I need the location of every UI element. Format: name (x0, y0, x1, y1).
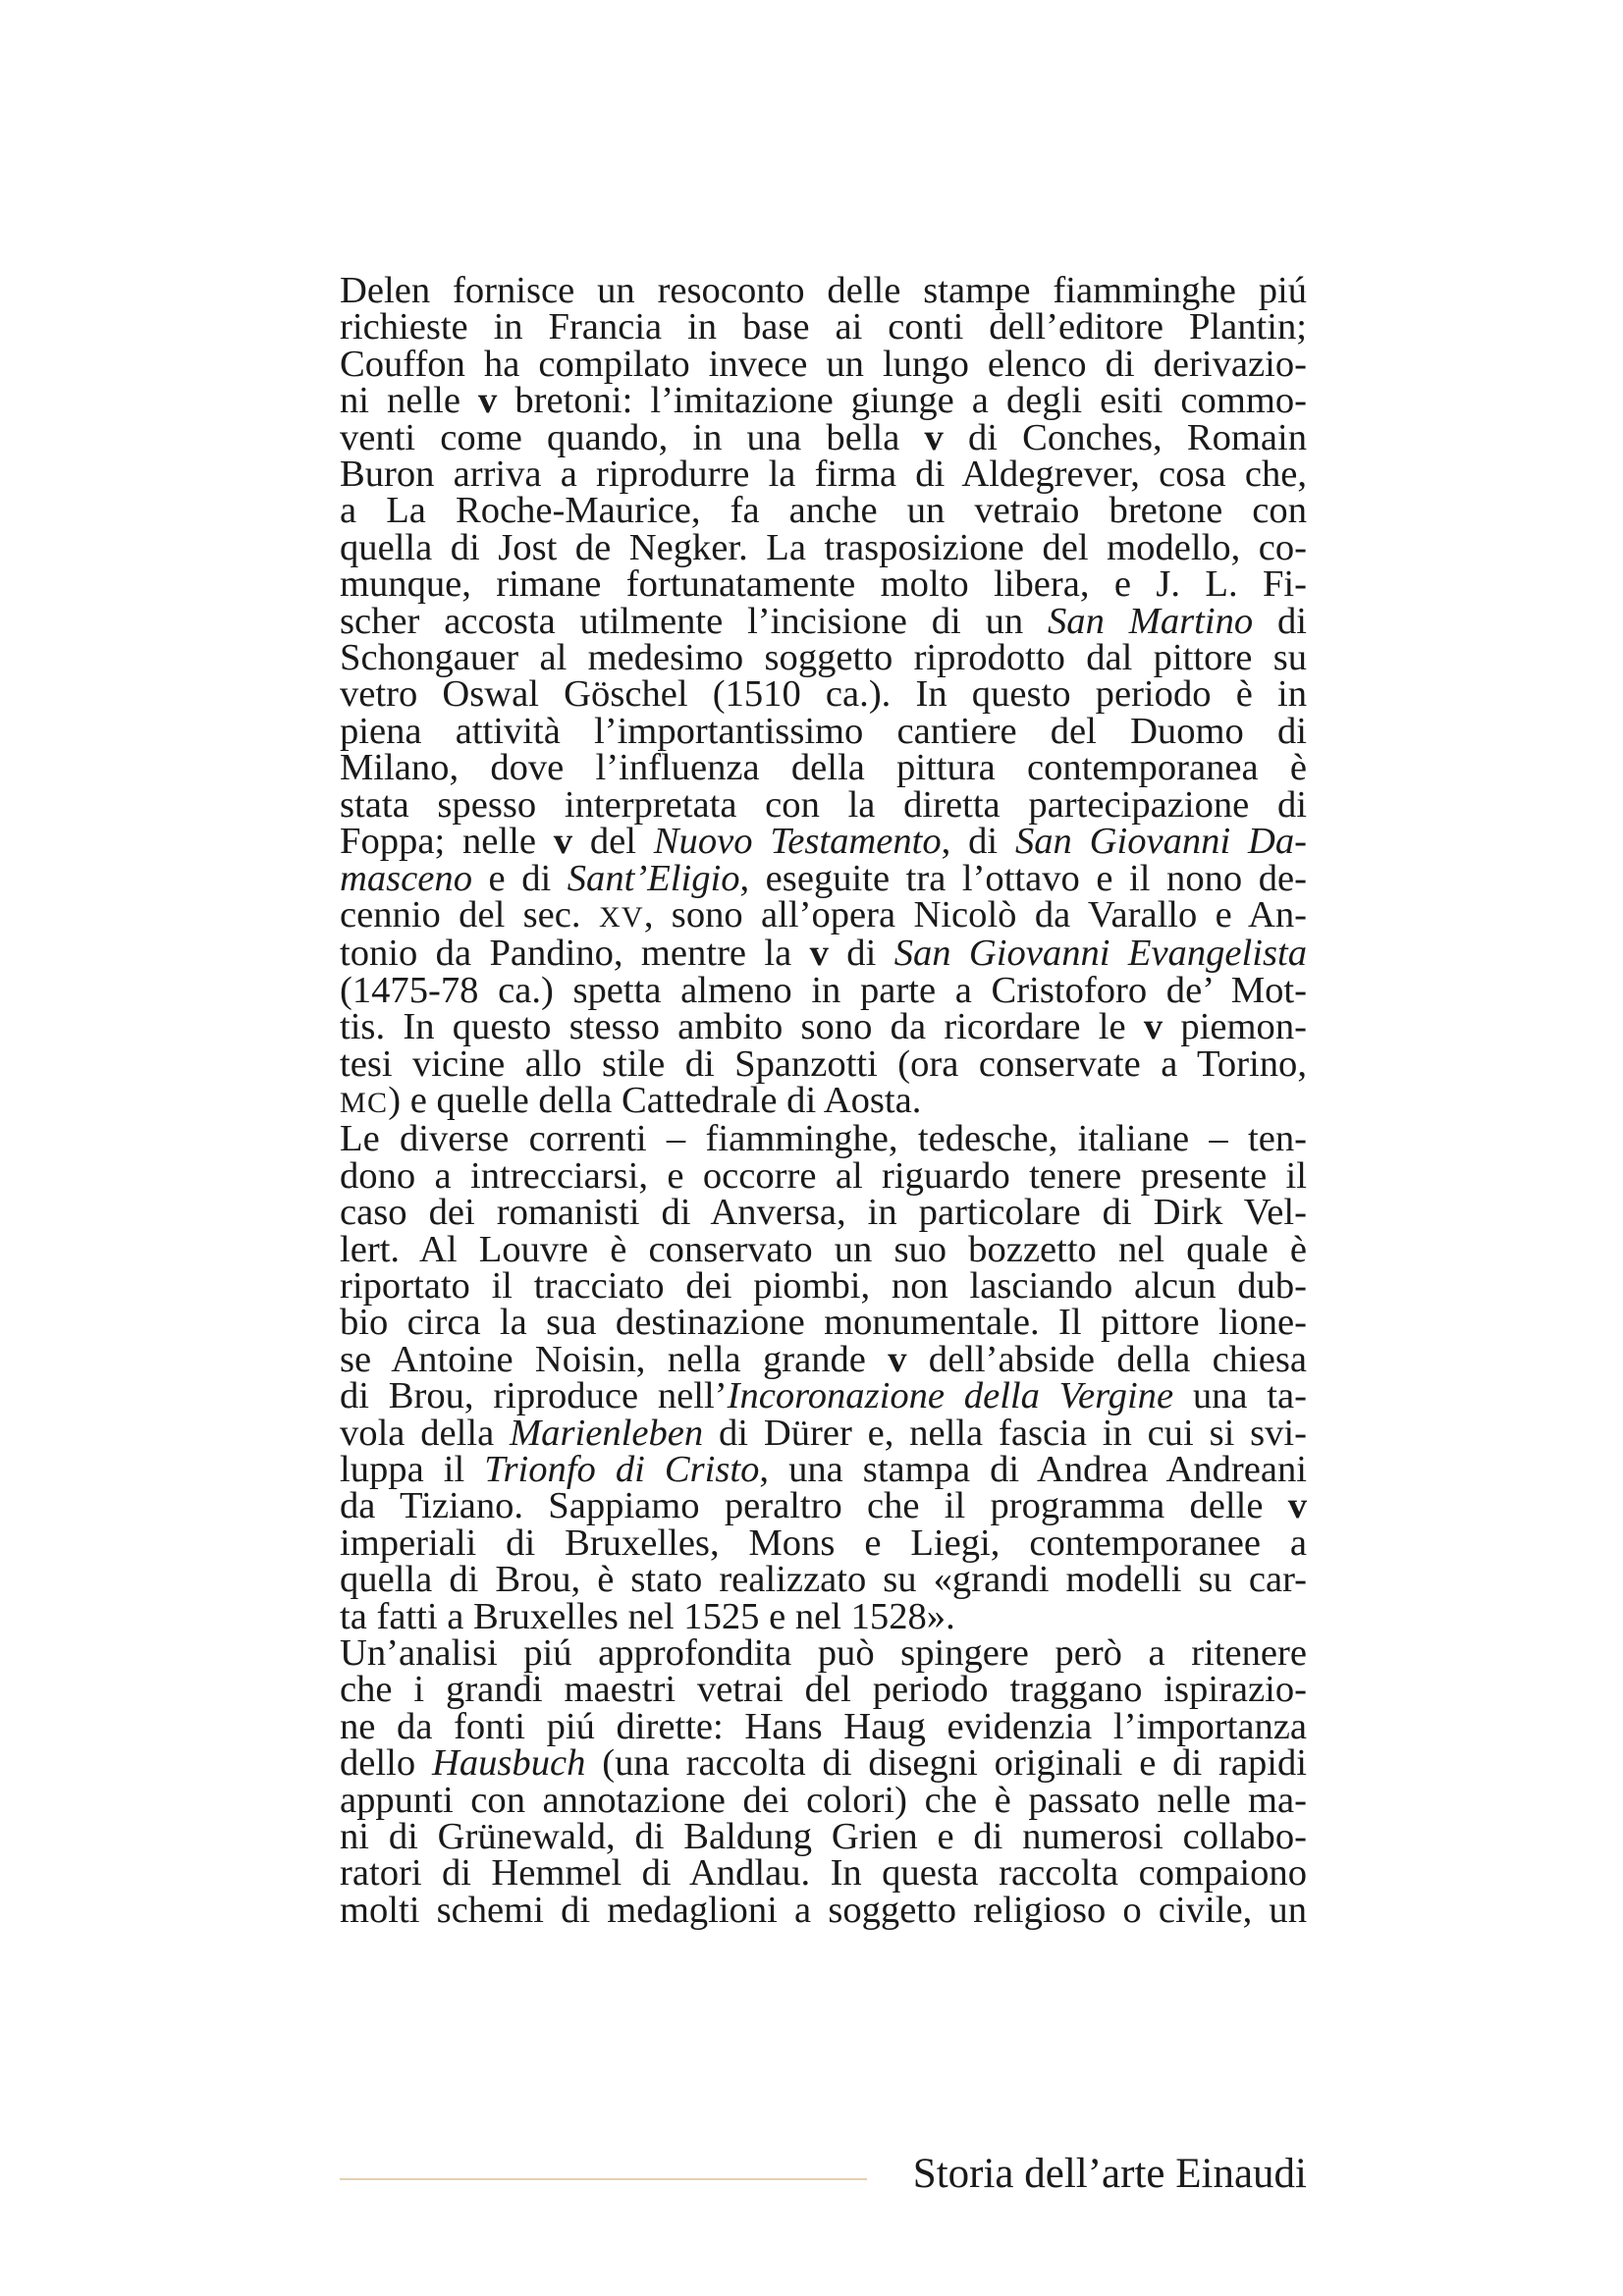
text-line: riportato il tracciato dei piombi, non lasciando alcun dub- (340, 1264, 1307, 1307)
text-line: quella di Brou, è stato realizzato su «grandi modelli su car- (340, 1559, 1307, 1601)
text-line: Couffon ha compilato invece un lungo elenco di derivazio- (340, 343, 1307, 385)
text-line: vola della Marienleben di Dürer e, nella fascia in cui si svi- (340, 1412, 1307, 1454)
text-line: ta fatti a Bruxelles nel 1525 e nel 1528». (340, 1595, 955, 1637)
text-line: MC) e quelle della Cattedrale di Aosta. (340, 1079, 922, 1121)
text-line: a La Roche-Maurice, fa anche un vetraio bretone con (340, 490, 1307, 532)
text-line: tonio da Pandino, mentre la v di San Giovanni Evangelista (340, 933, 1308, 975)
text-line: tesi vicine allo stile di Spanzotti (ora conservate a Torino, (340, 1042, 1307, 1085)
text-line: cennio del sec. XV, sono all’opera Nicolò da Varallo e An- (340, 893, 1307, 935)
text-line: appunti con annotazione dei colori) che è passato nelle ma- (340, 1779, 1307, 1821)
text-line: da Tiziano. Sappiamo peraltro che il programma delle v (340, 1485, 1307, 1527)
text-line: luppa il Trionfo di Cristo, una stampa di Andrea Andreani (340, 1449, 1307, 1490)
text-line: stata spesso interpretata con la diretta partecipazione di (340, 783, 1307, 826)
text-line: richieste in Francia in base ai conti dell’editore Plantin; (340, 306, 1307, 348)
text-line: piena attività l’importantissimo cantiere del Duomo di (340, 710, 1307, 752)
text-line: ne da fonti piú dirette: Hans Haug evidenzia l’importanza (340, 1705, 1307, 1747)
footer-title: Storia dell’arte Einaudi (912, 2151, 1307, 2197)
text-line: bio circa la sua destinazione monumentale. Il pittore lione- (340, 1302, 1307, 1344)
body-text (340, 270, 1308, 1931)
text-line: masceno e di Sant’Eligio, eseguite tra l’ottavo e il nono de- (340, 857, 1307, 899)
text-line: imperiali di Bruxelles, Mons e Liegi, contemporanee a (340, 1522, 1307, 1564)
text-line: Un’analisi piú approfondita può spingere però a ritenere (340, 1632, 1307, 1675)
text-line: scher accosta utilmente l’incisione di un San Martino di (340, 600, 1307, 642)
text-line: (1475-78 ca.) spetta almeno in parte a Cristoforo de’ Mot- (340, 969, 1307, 1011)
text-line: di Brou, riproduce nell’Incoronazione della Vergine una ta- (340, 1375, 1307, 1417)
text-line: Delen fornisce un resoconto delle stampe fiamminghe piú (340, 270, 1307, 311)
text-line: munque, rimane fortunatamente molto libera, e J. L. Fi- (340, 563, 1307, 606)
text-line: Le diverse correnti – fiamminghe, tedesche, italiane – ten- (340, 1118, 1307, 1160)
text-line: ni nelle v bretoni: l’imitazione giunge a degli esiti commo- (340, 380, 1307, 422)
text-line: se Antoine Noisin, nella grande v dell’abside della chiesa (340, 1338, 1307, 1380)
text-line: tis. In questo stesso ambito sono da ricordare le v piemon- (340, 1006, 1307, 1048)
text-line: ratori di Hemmel di Andlau. In questa raccolta compaiono (340, 1852, 1307, 1895)
text-line: quella di Jost de Negker. La trasposizione del modello, co- (340, 526, 1307, 568)
text-line: Schongauer al medesimo soggetto riprodotto dal pittore su (340, 637, 1307, 679)
text-line: Milano, dove l’influenza della pittura contemporanea è (340, 747, 1307, 789)
text-line: molti schemi di medaglioni a soggetto religioso o civile, un (340, 1889, 1307, 1931)
text-line: caso dei romanisti di Anversa, in particolare di Dirk Vel- (340, 1192, 1307, 1234)
text-line: ni di Grünewald, di Baldung Grien e di numerosi collabo- (340, 1816, 1307, 1858)
footer-rule (340, 2178, 867, 2180)
text-line: Foppa; nelle v del Nuovo Testamento, di San Giovanni Da- (340, 821, 1307, 863)
text-line: che i grandi maestri vetrai del periodo traggano ispirazio- (340, 1669, 1307, 1711)
text-line: vetro Oswal Göschel (1510 ca.). In questo periodo è in (340, 673, 1307, 716)
text-line: dello Hausbuch (una raccolta di disegni originali e di rapidi (340, 1742, 1307, 1785)
text-line: venti come quando, in una bella v di Conches, Romain (340, 416, 1307, 458)
text-line: dono a intrecciarsi, e occorre al riguardo tenere presente il (340, 1154, 1307, 1197)
text-line: Buron arriva a riprodurre la firma di Aldegrever, cosa che, (340, 454, 1307, 496)
text-line: lert. Al Louvre è conservato un suo bozzetto nel quale è (340, 1228, 1307, 1270)
